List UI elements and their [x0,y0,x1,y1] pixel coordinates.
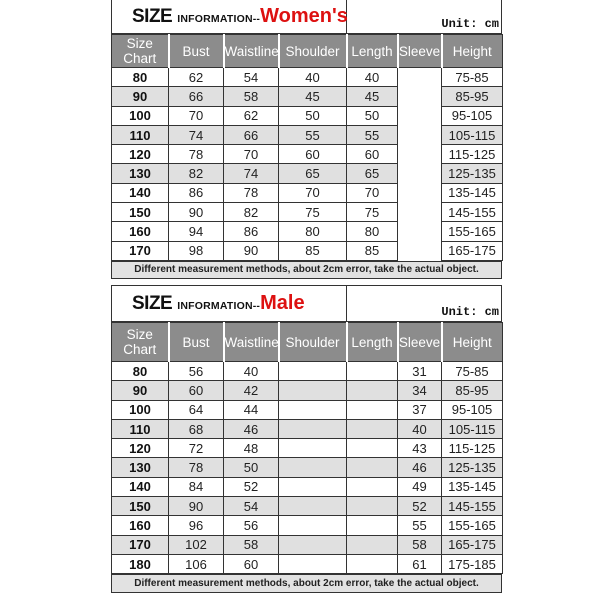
value-cell: 75-85 [442,68,503,87]
column-header: Size Chart [112,35,169,68]
title-info-word: INFORMATION-- [177,300,261,312]
value-cell: 42 [224,381,279,400]
unit-label: Unit: cm [441,305,499,319]
value-cell [398,203,442,222]
size-cell: 80 [112,68,169,87]
value-cell: 105-115 [442,125,503,144]
value-cell: 40 [398,419,442,438]
value-cell [279,497,347,516]
value-cell: 40 [279,68,347,87]
value-cell: 85-95 [442,381,503,400]
male-title-row [111,285,502,322]
value-cell: 106 [169,554,224,573]
value-cell: 46 [398,458,442,477]
value-cell [347,554,398,573]
value-cell [398,87,442,106]
value-cell: 56 [169,362,224,381]
column-header: Size Chart [112,323,169,362]
table-row [112,68,503,87]
value-cell: 74 [224,164,279,183]
value-cell [347,419,398,438]
womens-title-cell [112,0,347,33]
column-header: Shoulder [279,35,347,68]
value-cell [347,400,398,419]
value-cell: 82 [169,164,224,183]
value-cell [347,477,398,496]
size-cell: 160 [112,516,169,535]
value-cell: 49 [398,477,442,496]
value-cell: 94 [169,222,224,241]
size-cell: 160 [112,222,169,241]
value-cell: 115-125 [442,439,503,458]
size-cell: 130 [112,458,169,477]
value-cell: 52 [398,497,442,516]
table-row [112,458,503,477]
table-row [112,554,503,573]
value-cell: 98 [169,241,224,260]
table-row [112,87,503,106]
measurement-note: Different measurement methods, about 2cm error, take the actual object. [111,574,502,593]
column-header: Height [442,35,503,68]
value-cell: 55 [347,125,398,144]
size-cell: 110 [112,125,169,144]
header-row [112,35,503,68]
womens-measurements-table [111,34,503,261]
size-cell: 100 [112,400,169,419]
measurement-note: Different measurement methods, about 2cm error, take the actual object. [111,261,502,279]
value-cell: 90 [224,241,279,260]
value-cell: 66 [169,87,224,106]
value-cell [279,458,347,477]
value-cell: 78 [169,458,224,477]
value-cell: 62 [224,106,279,125]
size-cell: 170 [112,535,169,554]
value-cell: 85-95 [442,87,503,106]
size-cell: 140 [112,183,169,202]
column-header: Height [442,323,503,362]
value-cell: 62 [169,68,224,87]
value-cell [347,458,398,477]
value-cell: 58 [398,535,442,554]
value-cell: 125-135 [442,164,503,183]
value-cell [347,439,398,458]
size-cell: 180 [112,554,169,573]
value-cell: 70 [279,183,347,202]
value-cell [279,535,347,554]
value-cell: 31 [398,362,442,381]
value-cell: 65 [279,164,347,183]
male-title-cell [112,286,347,321]
value-cell: 74 [169,125,224,144]
size-cell: 140 [112,477,169,496]
value-cell: 70 [224,145,279,164]
value-cell: 43 [398,439,442,458]
value-cell: 60 [224,554,279,573]
table-row [112,400,503,419]
title-size-word: SIZE [132,6,173,27]
value-cell: 55 [279,125,347,144]
value-cell: 80 [279,222,347,241]
column-header: Length [347,35,398,68]
value-cell: 78 [169,145,224,164]
table-row [112,516,503,535]
value-cell: 40 [224,362,279,381]
value-cell [398,183,442,202]
title-gender-word: Male [260,292,305,314]
value-cell: 46 [224,419,279,438]
value-cell [398,164,442,183]
table-row [112,164,503,183]
value-cell: 80 [347,222,398,241]
value-cell [398,125,442,144]
size-cell: 150 [112,497,169,516]
column-header: Bust [169,35,224,68]
table-row [112,419,503,438]
value-cell [398,145,442,164]
table-row [112,125,503,144]
value-cell: 86 [224,222,279,241]
value-cell [398,68,442,87]
column-header: Sleeve [398,35,442,68]
value-cell [398,241,442,260]
value-cell: 50 [347,106,398,125]
table-row [112,145,503,164]
table-row [112,106,503,125]
value-cell: 60 [347,145,398,164]
table-row [112,477,503,496]
value-cell: 155-165 [442,516,503,535]
value-cell: 90 [169,497,224,516]
value-cell: 165-175 [442,535,503,554]
value-cell: 82 [224,203,279,222]
value-cell: 145-155 [442,497,503,516]
value-cell: 155-165 [442,222,503,241]
title-gender-word: Women's [260,5,348,27]
value-cell [279,419,347,438]
table-row [112,381,503,400]
unit-label: Unit: cm [441,17,499,31]
value-cell: 66 [224,125,279,144]
column-header: Bust [169,323,224,362]
value-cell: 95-105 [442,106,503,125]
value-cell: 135-145 [442,477,503,496]
value-cell: 84 [169,477,224,496]
size-cell: 130 [112,164,169,183]
value-cell: 37 [398,400,442,419]
value-cell: 34 [398,381,442,400]
value-cell: 95-105 [442,400,503,419]
value-cell: 45 [347,87,398,106]
value-cell: 86 [169,183,224,202]
size-cell: 90 [112,87,169,106]
column-header: Waistline [224,323,279,362]
size-cell: 110 [112,419,169,438]
value-cell: 85 [279,241,347,260]
value-cell: 58 [224,87,279,106]
table-row [112,497,503,516]
value-cell [398,222,442,241]
value-cell: 50 [224,458,279,477]
value-cell: 85 [347,241,398,260]
value-cell: 52 [224,477,279,496]
value-cell: 54 [224,68,279,87]
value-cell: 165-175 [442,241,503,260]
value-cell [279,362,347,381]
value-cell: 65 [347,164,398,183]
table-row [112,222,503,241]
value-cell [398,106,442,125]
value-cell: 64 [169,400,224,419]
value-cell: 75-85 [442,362,503,381]
value-cell: 40 [347,68,398,87]
value-cell: 44 [224,400,279,419]
column-header: Shoulder [279,323,347,362]
value-cell: 96 [169,516,224,535]
table-row [112,183,503,202]
title-size-word: SIZE [132,293,173,314]
value-cell [279,439,347,458]
value-cell: 70 [169,106,224,125]
value-cell: 102 [169,535,224,554]
table-row [112,241,503,260]
male-title [132,292,305,315]
womens-title-row [111,0,502,34]
womens-size-table [111,0,502,279]
value-cell: 68 [169,419,224,438]
value-cell [279,381,347,400]
value-cell: 45 [279,87,347,106]
value-cell: 50 [279,106,347,125]
value-cell: 115-125 [442,145,503,164]
table-row [112,535,503,554]
value-cell: 60 [169,381,224,400]
value-cell [347,535,398,554]
size-cell: 90 [112,381,169,400]
table-row [112,439,503,458]
size-cell: 80 [112,362,169,381]
value-cell: 58 [224,535,279,554]
size-cell: 120 [112,145,169,164]
column-header: Length [347,323,398,362]
title-info-word: INFORMATION-- [177,13,261,25]
value-cell [279,554,347,573]
column-header: Sleeve [398,323,442,362]
value-cell: 105-115 [442,419,503,438]
value-cell: 72 [169,439,224,458]
womens-title [132,5,348,28]
value-cell: 75 [279,203,347,222]
header-row [112,323,503,362]
value-cell: 48 [224,439,279,458]
size-cell: 120 [112,439,169,458]
value-cell [279,516,347,535]
value-cell [279,400,347,419]
size-cell: 150 [112,203,169,222]
value-cell [279,477,347,496]
value-cell: 90 [169,203,224,222]
male-size-table [111,285,502,593]
table-row [112,203,503,222]
value-cell: 135-145 [442,183,503,202]
value-cell: 56 [224,516,279,535]
value-cell: 75 [347,203,398,222]
value-cell: 78 [224,183,279,202]
value-cell: 61 [398,554,442,573]
male-measurements-table [111,322,503,574]
value-cell [347,497,398,516]
value-cell: 54 [224,497,279,516]
value-cell: 175-185 [442,554,503,573]
value-cell: 145-155 [442,203,503,222]
size-cell: 170 [112,241,169,260]
value-cell: 60 [279,145,347,164]
value-cell [347,362,398,381]
value-cell [347,516,398,535]
size-cell: 100 [112,106,169,125]
column-header: Waistline [224,35,279,68]
value-cell: 125-135 [442,458,503,477]
value-cell [347,381,398,400]
table-row [112,362,503,381]
value-cell: 70 [347,183,398,202]
value-cell: 55 [398,516,442,535]
